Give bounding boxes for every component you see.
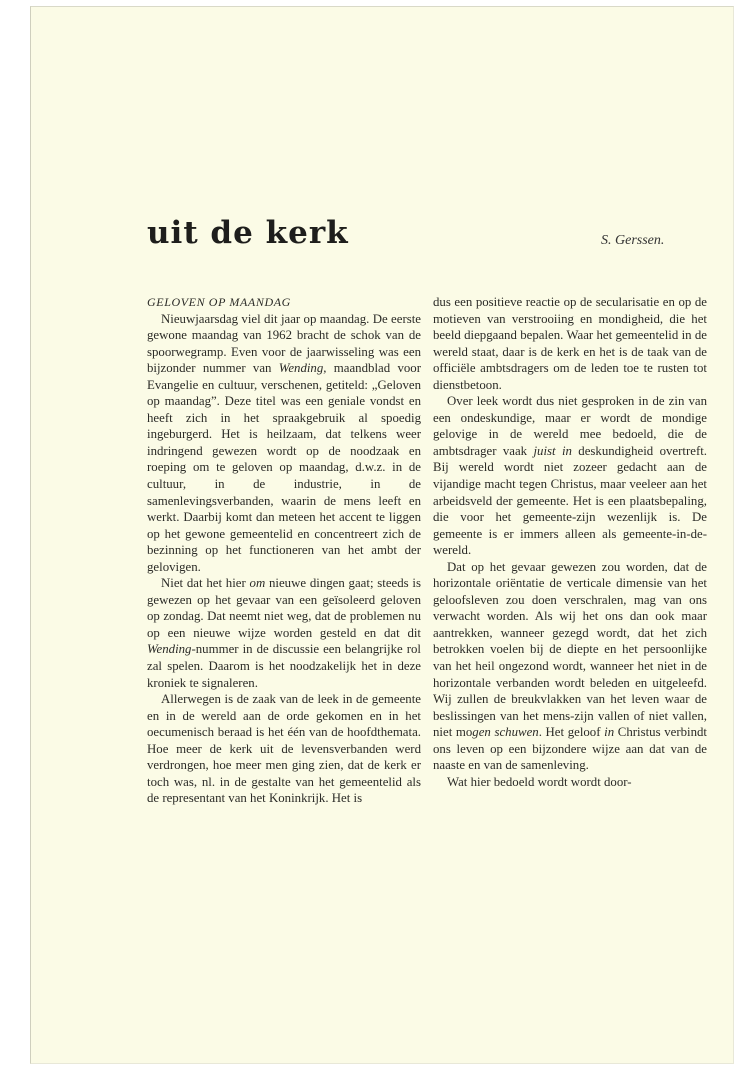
right-paragraph-4: Wat hier bedoeld wordt wordt door- [447,774,632,789]
publication-title: Wending [147,642,192,657]
right-column [433,294,707,790]
author-name: S. Gerssen. [601,233,665,248]
document-page [30,6,734,1064]
right-paragraph-3: Dat op het gevaar gewezen zou worden, dat de horizontale oriëntatie de verticale dimensie van het geloofsleven zou doen verschralen, mag van ons verwacht worden. Als wij het ons dan ook maar aantrekken, wanneer gezegd wordt, dat het zich betrokken voelen bij de diepte en het persoonlijke van het heil ongezond wordt, wanneer het niet in de horizontale verbanden wordt beleden en uitgeleefd. Wij zullen de breukvlakken van het leven waar de beslissingen van het mens-zijn vallen of niet vallen, niet mogen schuwen. Het geloof in Christus verbindt ons leven op een bijzondere wijze aan dat van de naaste en van de samenleving. [433,559,708,773]
publication-title: Wending, [278,361,327,376]
article-subheading: GELOVEN OP MAANDAG [147,295,291,309]
left-paragraph-2: Niet dat het hier om nieuwe dingen gaat; steeds is gewezen op het gevaar van een geïsoleerd geloven op zondag. Dat neemt niet weg, dat de problemen nu op een nieuwe wijze worden gesteld en dat dit Wending-nummer in de discussie een belangrijke rol zal spelen. Daarom is het noodzakelijk het in deze kroniek te signaleren. [147,576,421,690]
section-heading: uit de kerk [147,215,349,251]
right-paragraph-1: dus een positieve reactie op de secularisatie en op de motieven van verstrooiing en mondigheid, die het beeld diepgaand bepalen. Waar het gemeentelid in de wereld staat, daar is de kerk en het is de taak van de officiële ambtsdragers om de leden toe te rusten tot dienstbetoon. [433,295,707,392]
right-paragraph-2: Over leek wordt dus niet gesproken in de zin van een ondeskundige, maar er wordt de mondige gelovige in de wereld mee bedoeld, die de ambtsdrager vaak juist in deskundigheid overtreft. Bij wereld wordt niet zozeer gedacht aan de vijandige macht tegen Christus, maar veeleer aan het arbeidsveld der gemeente. Het is een plaatsbepaling, die voor het gemeente-zijn wezenlijk is. De gemeente is er immers alleen als gemeente-in-de-wereld. [433,394,707,558]
left-column [147,294,421,807]
left-paragraph-3: Allerwegen is de zaak van de leek in de gemeente en in de wereld aan de orde gekomen en in het oecumenisch beraad is het één van de hoofdthemata. Hoe meer de kerk uit de levensverbanden werd verdrongen, hoe meer men ging zien, dat de kerk er toch was, nl. in de gestalte van het gemeentelid als de representant van het Koninkrijk. Het is [147,692,421,806]
left-paragraph-1: Nieuwjaarsdag viel dit jaar op maandag. De eerste gewone maandag van 1962 bracht de schok van de spoorwegramp. Even voor de jaarwisseling was een bijzonder nummer van Wending, maandblad voor Evangelie en cultuur, verschenen, getiteld: „Geloven op maandag”. Deze titel was een geniale vondst en heeft zich in het spraakgebruik al spoedig ingeburgerd. Het is heilzaam, dat telkens weer indringend gewezen wordt op de noodzaak en roeping om te geloven op maandag, d.w.z. in de cultuur, in de industrie, in de samenlevingsverbanden, waarin de mens leeft en werkt. Daarbij komt dan meteen het accent te liggen op het gewone gemeentelid en concentreert zich de bezinning op het functioneren van het ambt der gelovigen. [147,311,421,574]
